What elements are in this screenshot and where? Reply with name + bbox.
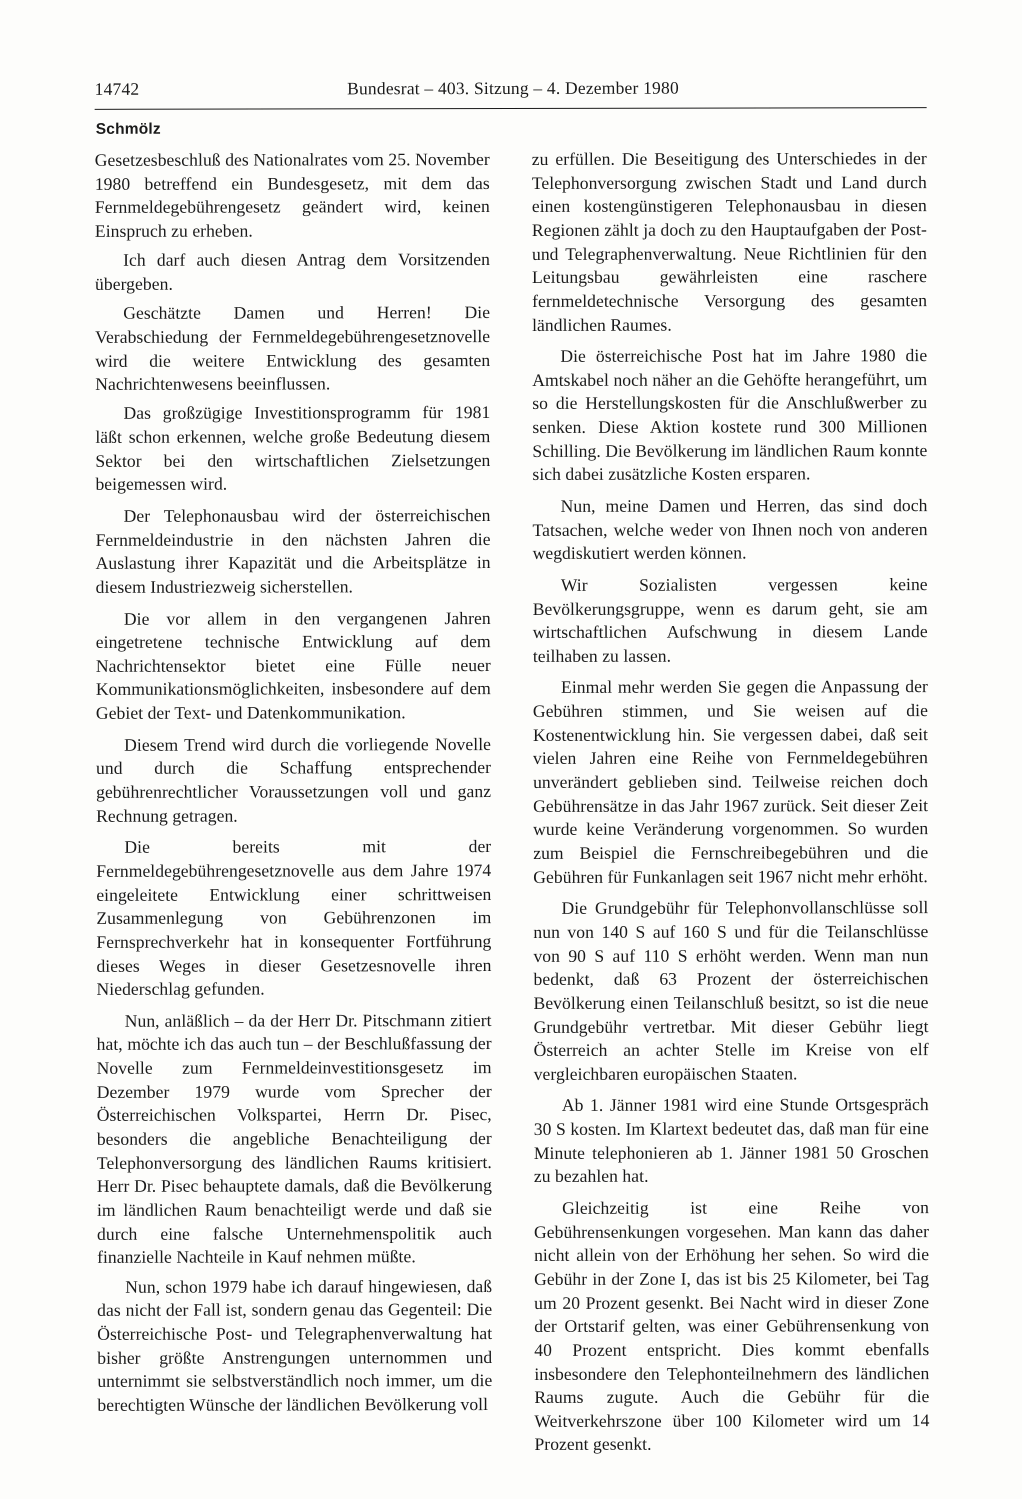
paragraph: zu erfüllen. Die Beseitigung des Unterschiedes in der Telephonversorgung zwischen Stadt und Land durch einen kostengünstigeren Telephonausbau in diesen Regionen zählt ja doch zu den Hauptaufgaben der Post- und Telegraphenverwaltung. Neue Richtlinien für den Leitungsbau gewährleisten eine raschere fernmeldetechnische Versorgung des gesamten ländlichen Raumes.: [531, 148, 928, 335]
paragraph: Die österreichische Post hat im Jahre 1980 die Amtskabel noch näher an die Gehöfte herangeführt, um so die Herstellungskosten für die Anschlußwerber zu senken. Diese Aktion kostete rund 300 Millionen Schilling. Die Bevölkerung im ländlichen Raum konnte sich dabei zusätzliche Kosten ersparen.: [532, 345, 928, 485]
paragraph: Ich darf auch diesen Antrag dem Vorsitzenden übergeben.: [95, 249, 490, 294]
paragraph: Wir Sozialisten vergessen keine Bevölkerungsgruppe, wenn es darum geht, sie am wirtschaftlichen Aufschwung in diesem Lande teilhaben zu lassen.: [532, 574, 928, 666]
page-header: [95, 77, 927, 100]
paragraph: Die bereits mit der Fernmeldegebührengesetznovelle aus dem Jahre 1974 eingeleitete Entwicklung einer schrittweisen Zusammenlegung von Gebührenzonen im Fernsprechverkehr hat in konsequenter Fortführung dieses Weges in dieser Gesetzesnovelle ihren Niederschlag gefunden.: [96, 836, 492, 1000]
body-columns: [95, 147, 930, 1463]
paragraph: Diesem Trend wird durch die vorliegende Novelle und durch die Schaffung entsprechender gebührenrechtlicher Voraussetzungen voll und ganz Rechnung getragen.: [96, 733, 492, 826]
paragraph: Die vor allem in den vergangenen Jahren eingetretene technische Entwicklung auf dem Nachrichtensektor bietet eine Fülle neuer Kommunikationsmöglichkeiten, insbesondere auf dem Gebiet der Text- und Datenkommunikation.: [95, 607, 491, 723]
paragraph: Nun, anläßlich – da der Herr Dr. Pitschmann zitiert hat, möchte ich das auch tun – der Beschlußfassung der Novelle zum Fernmeldeinvestitionsgesetz im Dezember 1979 wurde vom Sprecher der Österreichischen Volkspartei, Herrn Dr. Pisec, besonders die angebliche Benachteiligung der Telephonversorgung des ländlichen Raums kritisiert. Herr Dr. Pisec behauptete damals, daß die Bevölkerung im ländlichen Raum benachteiligt werde und daß sie durch eine falsche Unternehmenspolitik auch finanzielle Nachteile in Kauf nehmen müßte.: [96, 1009, 493, 1268]
paragraph: Nun, schon 1979 habe ich darauf hingewiesen, daß das nicht der Fall ist, sondern genau das Gegenteil: Die Österreichische Post- und Telegraphenverwaltung hat bisher größte Anstrengungen unternommen und unternimmt sie selbstverständlich noch immer, um die berechtigten Wünsche der ländlichen Bevölkerung voll: [97, 1275, 493, 1415]
paragraph: Einmal mehr werden Sie gegen die Anpassung der Gebühren stimmen, und Sie weisen auf die Kostenentwicklung hin. Sie vergessen dabei, daß seit vielen Jahren eine Reihe von Fernmeldegebühren unverändert geblieben sind. Teilweise reichen doch Gebührensätze in das Jahr 1967 zurück. Seit dieser Zeit wurde keine Veränderung vorgenommen. So wurden zum Beispiel die Fernschreibegebühren und die Gebühren für Funkanlagen seit 1967 nicht mehr erhöht.: [532, 676, 929, 887]
paragraph: Das großzügige Investitionsprogramm für 1981 läßt schon erkennen, welche große Bedeutung diesem Sektor bei den wirtschaftlichen Zielsetzungen beigemessen wird.: [95, 402, 491, 495]
paragraph: Nun, meine Damen und Herren, das sind doch Tatsachen, welche weder von Ihnen noch von anderen wegdiskutiert werden können.: [532, 495, 928, 564]
paragraph: Der Telephonausbau wird der österreichischen Fernmeldeindustrie in den nächsten Jahren die Auslastung ihrer Kapazität und die Arbeitsplätze in diesem Industriezweig sicherstellen.: [95, 505, 491, 597]
speaker-name: Schmölz: [95, 120, 161, 138]
paragraph: Gesetzesbeschluß des Nationalrates vom 25. November 1980 betreffend ein Bundesgesetz, mit dem das Fernmeldegebührengesetz geändert wird, keinen Einspruch zu erheben.: [94, 149, 490, 241]
column-left: [95, 148, 493, 1464]
paragraph: Geschätzte Damen und Herren! Die Verabschiedung der Fernmeldegebührengesetznovelle wird die weitere Entwicklung des gesamten Nachrichtenwesens beeinflussen.: [95, 302, 491, 395]
column-right: [532, 147, 930, 1463]
paragraph: Die Grundgebühr für Telephonvollanschlüsse soll nun von 140 S auf 160 S und für die Teilanschlüsse von 90 S auf 110 S erhöht werden. Wenn man nun bedenkt, daß 63 Prozent der österreichischen Bevölkerung einen Teilanschluß besitzt, so ist die neue Grundgebühr vertretbar. Mit dieser Gebühr liegt Österreich an achter Stelle im Kreise von elf vergleichbaren europäischen Staaten.: [533, 897, 929, 1084]
header-title: Bundesrat – 403. Sitzung – 4. Dezember 1980: [347, 77, 679, 99]
header-divider: [95, 107, 927, 110]
paragraph: Gleichzeitig ist eine Reihe von Gebührensenkungen vorgesehen. Man kann das daher nicht allein von der Erhöhung her sehen. So wird die Gebühr in der Zone I, das ist bis 25 Kilometer, bei Tag um 20 Prozent gesenkt. Bei Nacht wird in dieser Zone der Ortstarif gelten, was einer Gebührensenkung von 40 Prozent entspricht. Dies kommt ebenfalls insbesondere den Telephonteilnehmern des ländlichen Raums zugute. Auch die Gebühr für die Weitverkehrszone über 100 Kilometer wird um 14 Prozent gesenkt.: [533, 1197, 930, 1455]
page-number: 14742: [94, 78, 140, 99]
paragraph: Ab 1. Jänner 1981 wird eine Stunde Ortsgespräch 30 S kosten. Im Klartext bedeutet das, daß man für eine Minute telephonieren ab 1. Jänner 1981 50 Groschen zu bezahlen hat.: [533, 1094, 929, 1187]
